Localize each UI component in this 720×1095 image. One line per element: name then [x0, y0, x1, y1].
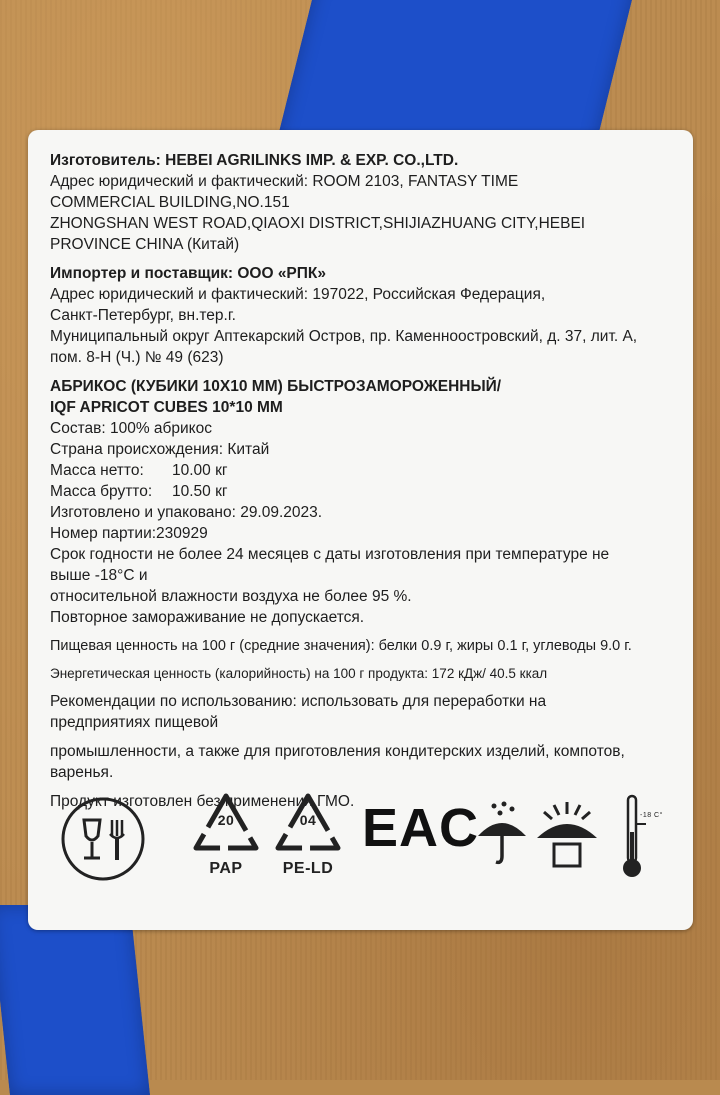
pap-number: 20: [217, 812, 235, 828]
gross-weight-label: Масса брутто:: [50, 483, 153, 500]
gross-weight-value: 10.50 кг: [172, 483, 228, 500]
net-weight-label: Масса нетто:: [50, 462, 144, 479]
batch-number: Номер партии:230929: [50, 525, 208, 542]
gross-weight: [50, 481, 671, 502]
importer-address-2: Санкт-Петербург, вн.тер.г.: [50, 307, 236, 324]
pe-ld-label: PE-LD: [282, 860, 334, 877]
manufacturer-address-2: COMMERCIAL BUILDING,NO.151: [50, 194, 290, 211]
manufacturer-address-1: Адрес юридический и фактический: ROOM 2103, FANTASY TIME: [50, 173, 519, 190]
nutrition-facts: Пищевая ценность на 100 г (средние значения): белки 0.9 г, жиры 0.1 г, углеводы 9.0 г.: [50, 638, 632, 654]
energy-value: Энергетическая ценность (калорийность) на 100 г продукта: 172 кДж/ 40.5 ккал: [50, 666, 548, 681]
importer-address-3: Муниципальный округ Аптекарский Остров, пр. Каменноостровский, д. 37, лит. А,: [50, 328, 638, 345]
net-weight: [50, 460, 671, 481]
blue-tape-bottom: [0, 905, 150, 1095]
food-contact-icon: [60, 796, 146, 882]
refreeze-warning: Повторное замораживание не допускается.: [50, 609, 365, 626]
importer-address-4: пом. 8-Н (Ч.) № 49 (623): [50, 349, 224, 366]
importer-address-1: Адрес юридический и фактический: 197022, Российская Федерация,: [50, 286, 546, 303]
shelf-life-2: выше -18°С и: [50, 567, 148, 584]
product-name-ru: АБРИКОС (КУБИКИ 10Х10 ММ) БЫСТРОЗАМОРОЖЕННЫЙ/: [50, 378, 502, 395]
importer-name: Импортер и поставщик: ООО «РПК»: [50, 265, 326, 282]
manufacturer-name: Изготовитель: HEBEI AGRILINKS IMP. & EXP. CO.,LTD.: [50, 152, 459, 169]
manufacture-date: Изготовлено и упаковано: 29.09.2023.: [50, 504, 323, 521]
usage-3: промышленности, а также для приготовления кондитерских изделий, компотов,: [50, 743, 625, 760]
shelf-life-3: относительной влажности воздуха не более 95 %.: [50, 588, 412, 605]
keep-dry-icon: [474, 800, 530, 870]
temperature-limit: -18 C°: [640, 812, 663, 819]
manufacturer-address-4: PROVINCE CHINA (Китай): [50, 236, 240, 253]
manufacturer-address-3: ZHONGSHAN WEST ROAD,QIAOXI DISTRICT,SHIJIAZHUANG CITY,HEBEI: [50, 215, 586, 232]
thermometer-icon: [618, 792, 648, 882]
gmo-statement: Продукт изготовлен без применения ГМО.: [50, 793, 355, 810]
product-name-en: IQF APRICOT CUBES 10*10 MM: [50, 399, 283, 416]
pe-ld-number: 04: [299, 812, 317, 828]
usage-2: предприятиях пищевой: [50, 714, 219, 731]
country-of-origin: Страна происхождения: Китай: [50, 441, 270, 458]
importer-section: [50, 263, 671, 368]
eac-mark: EAC: [362, 798, 480, 858]
pap-label: PAP: [209, 860, 243, 877]
net-weight-value: 10.00 кг: [172, 462, 228, 479]
manufacturer-section: [50, 150, 671, 255]
shelf-life-1: Срок годности не более 24 месяцев с даты изготовления при температуре не: [50, 546, 610, 563]
product-section: [50, 376, 671, 812]
usage-1: Рекомендации по использованию: использовать для переработки на: [50, 693, 547, 710]
usage-4: варенья.: [50, 764, 114, 781]
product-label: [28, 130, 693, 930]
sunlight-protect-icon: [534, 800, 600, 870]
composition: Состав: 100% абрикос: [50, 420, 213, 437]
symbols-row: [50, 790, 670, 910]
